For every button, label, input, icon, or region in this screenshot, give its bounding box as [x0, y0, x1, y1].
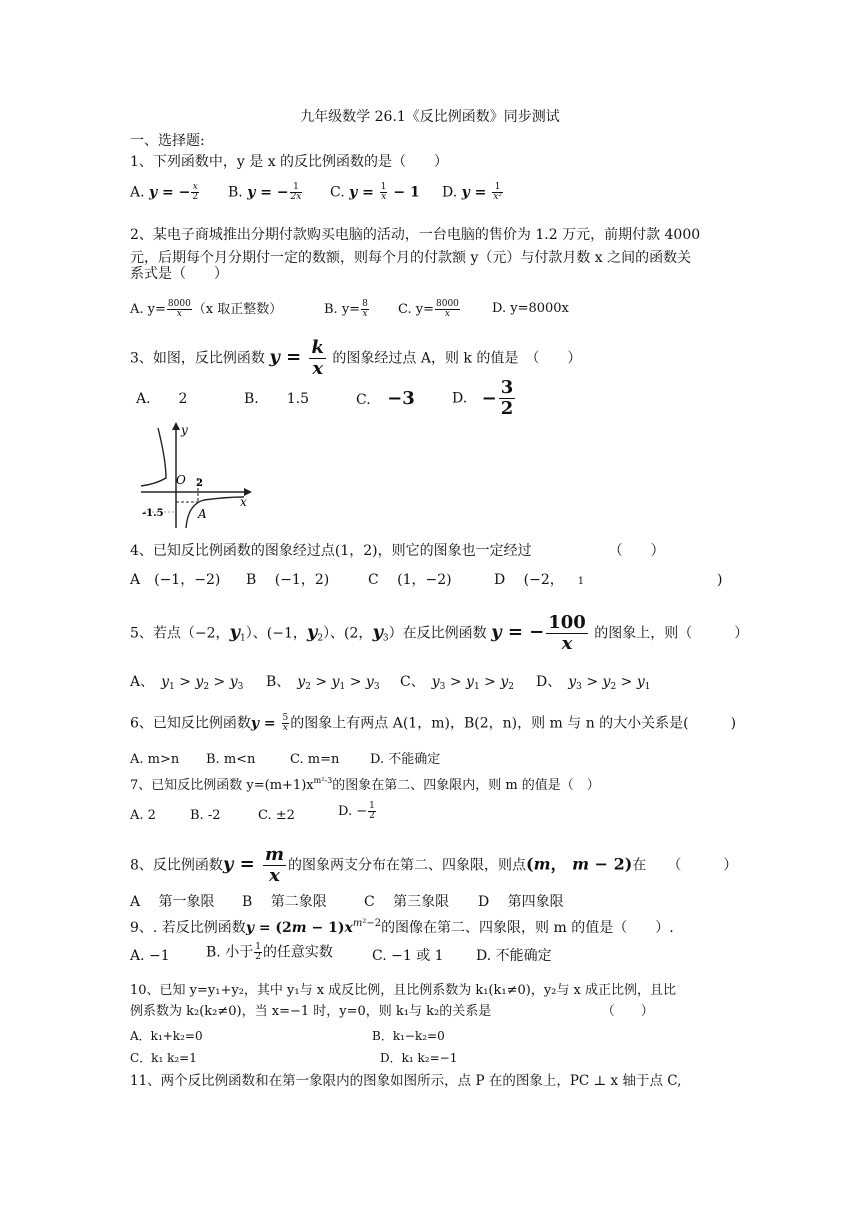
- q1-option-c: C. y = $\frac{1}{x}$ − 1: [330, 182, 420, 202]
- question-6-stem: 6、已知反比例函数y = $\frac{5}{x}$ 的图象上有两点 A(1，m)，B(2，n)，则 m 与 n 的大小关系是( ): [130, 713, 737, 733]
- q4-option-d-tail: 1: [577, 576, 585, 587]
- q1-option-c-label: C.: [330, 184, 345, 201]
- section-heading: 一、选择题:: [130, 133, 205, 149]
- q5-option-d: D、 $y_3 > y_2 > y_1$: [536, 674, 651, 692]
- q3-graph: [136, 420, 256, 530]
- question-2-stem-line1: 2、某电子商城推出分期付款购买电脑的活动，一台电脑的售价为 1.2 万元，前期付款 4000: [130, 227, 701, 243]
- q5-option-b: B、 $y_2 > y_1 > y_3$: [266, 674, 380, 692]
- q7-stem-suffix: 的图象在第二、四象限内，则 m 的值是（ ）: [332, 778, 600, 793]
- q6-option-b: B. m<n: [206, 752, 256, 767]
- q9-option-b-prefix: B. 小于: [206, 944, 254, 961]
- q5-stem-mid2: ）、(2，: [323, 625, 373, 642]
- q9-option-c: C. −1 或 1: [372, 948, 444, 964]
- graph-x-label: x: [240, 495, 247, 509]
- q6-stem-suffix: 的图象上有两点 A(1，m)，B(2，n)，则 m 与 n 的大小关系是( ): [290, 715, 737, 732]
- q6-option-c: C. m=n: [290, 752, 340, 767]
- q3-option-c-value: −3: [387, 388, 415, 409]
- q3-stem-suffix: 的图象经过点 A，则 k 的值是 （ ）: [332, 350, 582, 367]
- q5-option-a: A、 $y_1 > y_2 > y_3$: [130, 674, 244, 692]
- q3-option-c-label: C.: [356, 392, 371, 408]
- q1-option-b: B. y = − $\frac{1}{2x}$: [228, 182, 302, 202]
- q10-option-d: D．k₁ k₂=−1: [380, 1051, 458, 1065]
- q9-option-b: B. 小于 $\frac{1}{2}$ 的任意实数: [206, 942, 333, 962]
- q8-option-b: B 第二象限: [242, 894, 327, 910]
- question-10-stem-line1: 10、已知 y=y₁+y₂，其中 y₁与 x 成反比例，且比例系数为 k₁(k₁≠0)，y₂与 x 成正比例，且比: [130, 983, 676, 998]
- graph-point-label: A: [198, 507, 207, 521]
- q3-option-a: A. 2: [136, 391, 188, 407]
- q6-option-a: A. m>n: [130, 752, 180, 767]
- q5-option-c-label: C、: [400, 674, 418, 690]
- q5-option-d-label: D、: [536, 674, 555, 690]
- q2-option-a: A. y= $\frac{8000}{x}$ （x 取正整数）: [130, 299, 283, 319]
- q9-stem-suffix: 的图像在第二、四象限，则 m 的值是（ ）.: [381, 920, 674, 936]
- q3-option-d: D. − $\frac{3}{2}$: [452, 377, 514, 419]
- question-2-stem-line3: 系式是（ ）: [130, 266, 228, 282]
- q1-option-d-label: D.: [442, 184, 458, 201]
- q5-option-a-label: A、: [130, 674, 148, 690]
- q8-stem-prefix: 8、反比例函数: [130, 857, 223, 874]
- q6-stem-prefix: 6、已知反比例函数: [130, 715, 251, 732]
- q8-option-d: D 第四象限: [478, 894, 564, 910]
- q1-option-a-label: A.: [130, 184, 145, 201]
- q2-option-d: D. y=8000x: [492, 301, 569, 316]
- q4-option-d-close: ): [717, 572, 723, 588]
- q4-option-c: C (1，−2): [368, 572, 452, 588]
- q5-stem-mid3: ）在反比例函数: [388, 625, 487, 642]
- q9-stem-prefix: 9、. 若反比例函数: [130, 920, 246, 936]
- q7-stem-exponent: m²-3: [313, 776, 333, 785]
- q1-option-d: D. y = $\frac{1}{\text{x²}}$: [442, 182, 502, 202]
- q1-option-a: A. y = − $\frac{x}{2}$: [130, 182, 199, 202]
- q5-stem-suffix: 的图象上，则（ ）: [594, 625, 749, 642]
- question-10-stem-line2: 例系数为 k₂(k₂≠0)，当 x=−1 时，y=0，则 k₁与 k₂的关系是 （ ）: [130, 1004, 654, 1019]
- q8-stem-mid: 的图象两支分布在第二、四象限，则点: [288, 857, 527, 874]
- q3-option-d-label: D.: [452, 390, 468, 407]
- q4-option-b: B (−1，2): [246, 572, 330, 588]
- q3-option-b: B. 1.5: [244, 391, 310, 407]
- question-11-stem: 11、两个反比例函数和在第一象限内的图象如图所示，点 P 在的图象上，PC ⊥ x 轴于点 C,: [130, 1073, 682, 1089]
- q8-option-c: C 第三象限: [364, 894, 450, 910]
- q5-option-b-label: B、: [266, 674, 284, 690]
- q10-option-b: B．k₁−k₂=0: [372, 1029, 445, 1043]
- question-4-stem: 4、已知反比例函数的图象经过点(1，2)，则它的图象也一定经过 （ ）: [130, 543, 665, 559]
- q2-option-c: C. y= $\frac{8000}{x}$: [398, 299, 459, 319]
- q5-func-numerator: 100: [548, 612, 586, 633]
- q7-option-a: A. 2: [130, 808, 156, 823]
- graph-tick-x: 2: [196, 478, 203, 489]
- q9-option-d: D. 不能确定: [476, 948, 552, 964]
- q7-option-b: B. -2: [190, 808, 221, 823]
- q1-option-b-label: B.: [228, 184, 243, 201]
- q10-option-a: A．k₁+k₂=0: [130, 1029, 203, 1043]
- q5-stem-mid1: ）、(−1，: [245, 625, 307, 642]
- q3-stem-prefix: 3、如图，反比例函数: [130, 350, 265, 367]
- q7-option-d-label: D. −: [338, 804, 368, 819]
- q9-option-b-suffix: 的任意实数: [262, 944, 333, 961]
- q4-option-d-text: D (−2，: [494, 572, 564, 588]
- q3-option-c: [356, 390, 415, 409]
- question-9-stem: 9、. 若反比例函数$y = (2m - 1)x^{m^2-2}$的图像在第二、四象限，则 m 的值是（ ）.: [130, 918, 674, 936]
- graph-origin-label: O: [176, 473, 186, 487]
- q6-option-d: D. 不能确定: [370, 752, 441, 767]
- question-1-stem: 1、下列函数中，y 是 x 的反比例函数的是（ ）: [130, 154, 449, 170]
- question-3-stem: 3、如图，反比例函数 y = $\frac{k}{x}$ 的图象经过点 A，则 k 的值是 （ ）: [130, 337, 582, 379]
- q2-option-b: B. y= $\frac{8}{x}$: [324, 299, 368, 319]
- graph-tick-y: -1.5: [142, 508, 164, 519]
- q8-stem-suffix: 在 （ ）: [632, 857, 738, 874]
- page-title: 九年级数学 26.1《反比例函数》同步测试: [300, 109, 560, 125]
- question-2-stem-line2: 元，后期每个月分期付一定的数额，则每个月的付款额 y（元）与付款月数 x 之间的函数关: [130, 250, 692, 266]
- q2-option-a-note: （x 取正整数）: [192, 302, 283, 317]
- q7-option-d: D. − $\frac{1}{2}$: [338, 801, 375, 821]
- q5-stem-prefix: 5、若点（−2，: [130, 625, 230, 642]
- graph-y-label: y: [181, 423, 188, 437]
- q8-option-a: A 第一象限: [130, 894, 215, 910]
- q4-option-d: [494, 571, 584, 591]
- question-5-stem: 5、若点（−2，$y_1$）、(−1，$y_2$）、(2，$y_3$）在反比例函数 y = − $\frac{100}{x}$ 的图象上，则（ ）: [130, 612, 749, 654]
- q9-option-a: A. −1: [130, 948, 170, 964]
- q7-stem-prefix: 7、已知反比例函数 y=(m+1)x: [130, 778, 314, 793]
- q7-option-c: C. ±2: [258, 808, 295, 823]
- q5-option-c: C、 $y_3 > y_1 > y_2$: [400, 674, 514, 692]
- question-7-stem: [130, 772, 600, 795]
- q4-option-a: A (−1，−2): [130, 572, 221, 588]
- q10-option-c: C．k₁ k₂=1: [130, 1051, 197, 1065]
- question-8-stem: 8、反比例函数y = $\frac{m}{x}$ 的图象两支分布在第二、四象限，则点(m， m − 2)在 （ ）: [130, 844, 738, 886]
